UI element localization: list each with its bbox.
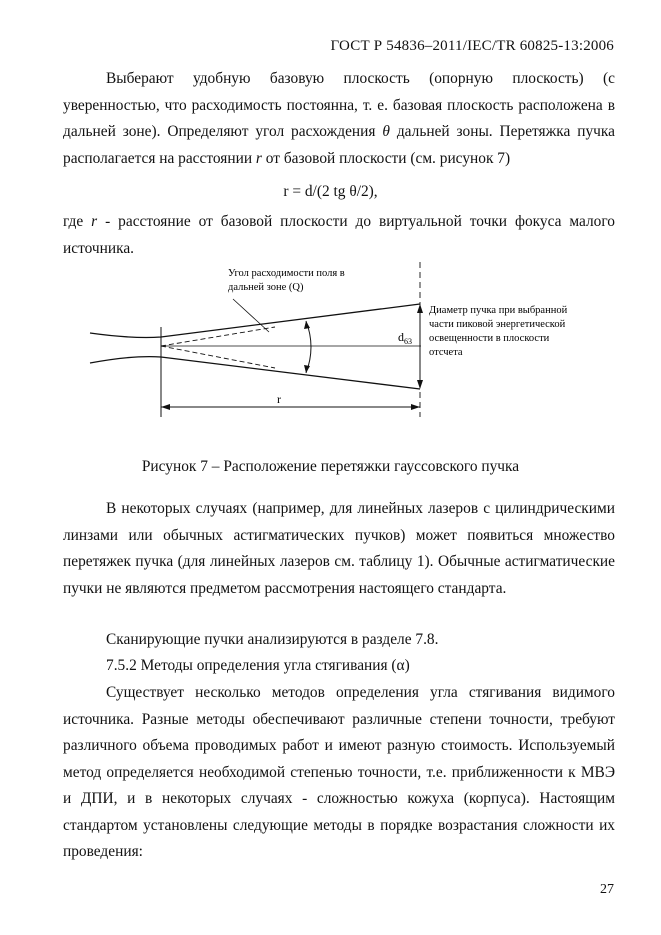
- diameter-label-line3: освещенности в плоскости: [429, 333, 550, 344]
- beam-waist-figure: [63, 257, 623, 427]
- angle-arrowhead-bottom: [304, 365, 310, 373]
- r-symbol-2: r: [91, 213, 98, 230]
- angle-arrowhead-top: [304, 321, 310, 329]
- d63-main: d: [398, 330, 404, 344]
- beam-upper-edge: [90, 304, 420, 338]
- paragraph-methods: Существует несколько методов определения угла стягивания видимого источника. Разные методы обеспечивают различные степени точности, требуют различного объема проводимых работ и имеют разную стоимость. Используемый метод определяется необходимой степенью точности, т.е. приближенности к МВЭ и ДПИ, и в некоторых случаях - сложностью кожуха (корпуса). Настоящим стандартом установлены следующие методы в порядке возрастания сложности их проведения:: [63, 684, 615, 860]
- r-symbol: r: [255, 149, 262, 167]
- para1-text-a: Выберают удобную базовую плоскость (опорную плоскость) (с уверенностью, что расходимость постоянна, т. е. базовая плоскость расположена в дальней зоне). Определяют угол расхождения: [63, 70, 615, 140]
- beam-lower-edge: [90, 357, 420, 389]
- diameter-arrowhead-top: [417, 304, 423, 313]
- dashed-asymptote-lower: [161, 346, 275, 368]
- formula: r = d/(2 tg θ/2),: [283, 183, 378, 200]
- diameter-arrowhead-bottom: [417, 380, 423, 389]
- paragraph-scanning: Сканирующие пучки анализируются в разделе 7.8.: [106, 631, 439, 648]
- diameter-label-line4: отсчета: [429, 347, 463, 358]
- figure-caption: Рисунок 7 – Расположение перетяжки гауссовского пучка: [141, 458, 520, 475]
- paragraph-where: [63, 209, 615, 262]
- r-arrowhead-right: [411, 404, 420, 410]
- para1-text-b: дальней зоны. Перетяжка пучка располагается на расстоянии: [63, 123, 615, 167]
- diameter-label-line1: Диаметр пучка при выбранной: [429, 305, 568, 316]
- theta-symbol: θ: [382, 123, 390, 140]
- document-header: ГОСТ Р 54836–2011/IEC/TR 60825-13:2006: [330, 38, 614, 54]
- d63-label: [398, 330, 412, 346]
- d63-subscript: 63: [404, 337, 412, 346]
- paragraph-intro: [63, 66, 615, 172]
- angle-label-line2: дальней зоне (Q): [228, 282, 304, 293]
- section-heading-7-5-2: 7.5.2 Методы определения угла стягивания (α): [106, 657, 410, 674]
- angle-label-line1: Угол расходимости поля в: [228, 268, 345, 279]
- diameter-label-line2: части пиковой энергетической: [429, 319, 566, 330]
- paragraph-astigmatic: В некоторых случаях (например, для линейных лазеров с цилиндрическими линзами или обычных астигматических пучков) может появиться множество перетяжек пучка (для линейных лазеров см. таблицу 1). Обычные астигматические пучки не являются предметом рассмотрения настоящего стандарта.: [63, 500, 615, 597]
- angle-arc: [306, 321, 311, 373]
- r-label: r: [277, 392, 281, 406]
- para2-text-b: - расстояние от базовой плоскости до виртуальной точки фокуса малого источника.: [63, 213, 615, 257]
- para1-text-c: от базовой плоскости (см. рисунок 7): [261, 149, 511, 167]
- page-number: 27: [600, 882, 614, 897]
- para2-text-a: где: [63, 213, 92, 230]
- r-arrowhead-left: [161, 404, 170, 410]
